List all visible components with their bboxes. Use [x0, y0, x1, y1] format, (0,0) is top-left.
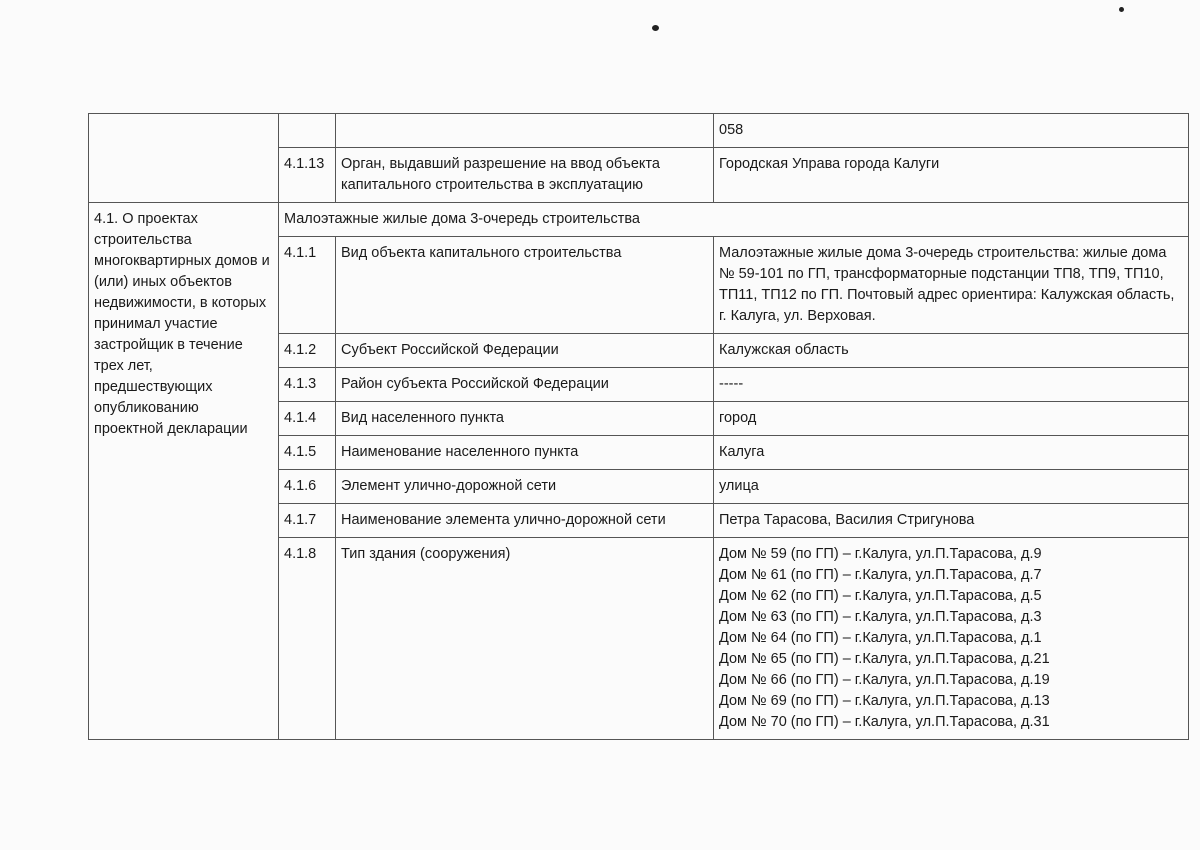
- row-number: 4.1.1: [279, 237, 336, 334]
- row-number: 4.1.8: [279, 538, 336, 740]
- row-value: Калуга: [714, 436, 1189, 470]
- row-label: Тип здания (сооружения): [336, 538, 714, 740]
- row-value: 058: [714, 114, 1189, 148]
- row-number: 4.1.4: [279, 402, 336, 436]
- row-number: 4.1.2: [279, 334, 336, 368]
- building-item: Дом № 61 (по ГП) – г.Калуга, ул.П.Тарасова, д.7: [719, 567, 1042, 583]
- building-item: Дом № 59 (по ГП) – г.Калуга, ул.П.Тарасова, д.9: [719, 546, 1042, 562]
- empty-cell: [279, 114, 336, 148]
- building-item: Дом № 66 (по ГП) – г.Калуга, ул.П.Тарасова, д.19: [719, 672, 1050, 688]
- building-item: Дом № 69 (по ГП) – г.Калуга, ул.П.Тарасова, д.13: [719, 693, 1050, 709]
- row-value: Калужская область: [714, 334, 1189, 368]
- building-item: Дом № 70 (по ГП) – г.Калуга, ул.П.Тарасова, д.31: [719, 714, 1050, 730]
- empty-cell: [336, 114, 714, 148]
- row-value: Петра Тарасова, Василия Стригунова: [714, 504, 1189, 538]
- row-label: Наименование населенного пункта: [336, 436, 714, 470]
- row-value: улица: [714, 470, 1189, 504]
- row-value: -----: [714, 368, 1189, 402]
- row-label: Вид населенного пункта: [336, 402, 714, 436]
- row-number: 4.1.6: [279, 470, 336, 504]
- empty-cell: [89, 114, 279, 203]
- row-number: 4.1.5: [279, 436, 336, 470]
- row-number: 4.1.7: [279, 504, 336, 538]
- row-label: Вид объекта капитального строительства: [336, 237, 714, 334]
- building-item: Дом № 63 (по ГП) – г.Калуга, ул.П.Тарасова, д.3: [719, 609, 1042, 625]
- row-label: Орган, выдавший разрешение на ввод объекта капитального строительства в эксплуатацию: [336, 148, 714, 203]
- scan-speck: [1119, 7, 1124, 12]
- table-row: [89, 203, 1189, 237]
- row-number: 4.1.13: [279, 148, 336, 203]
- row-value: город: [714, 402, 1189, 436]
- project-name: Малоэтажные жилые дома 3-очередь строительства: [279, 203, 1189, 237]
- section-title: 4.1. О проектах строительства многоквартирных домов и (или) иных объектов недвижимости, в которых принимал участие застройщик в течение трех лет, предшествующих опубликованию проектной декларации: [89, 203, 279, 740]
- scan-speck: [652, 25, 659, 31]
- row-label: Район субъекта Российской Федерации: [336, 368, 714, 402]
- building-list: [714, 538, 1189, 740]
- table-row: [89, 114, 1189, 148]
- row-value: Городская Управа города Калуги: [714, 148, 1189, 203]
- declaration-table: [88, 113, 1189, 740]
- building-item: Дом № 65 (по ГП) – г.Калуга, ул.П.Тарасова, д.21: [719, 651, 1050, 667]
- building-item: Дом № 62 (по ГП) – г.Калуга, ул.П.Тарасова, д.5: [719, 588, 1042, 604]
- row-label: Элемент улично-дорожной сети: [336, 470, 714, 504]
- row-number: 4.1.3: [279, 368, 336, 402]
- row-value: Малоэтажные жилые дома 3-очередь строительства: жилые дома № 59-101 по ГП, трансформаторные подстанции ТП8, ТП9, ТП10, ТП11, ТП12 по ГП. Почтовый адрес ориентира: Калужская область, г. Калуга, ул. Верховая.: [714, 237, 1189, 334]
- row-label: Наименование элемента улично-дорожной сети: [336, 504, 714, 538]
- building-item: Дом № 64 (по ГП) – г.Калуга, ул.П.Тарасова, д.1: [719, 630, 1042, 646]
- row-label: Субъект Российской Федерации: [336, 334, 714, 368]
